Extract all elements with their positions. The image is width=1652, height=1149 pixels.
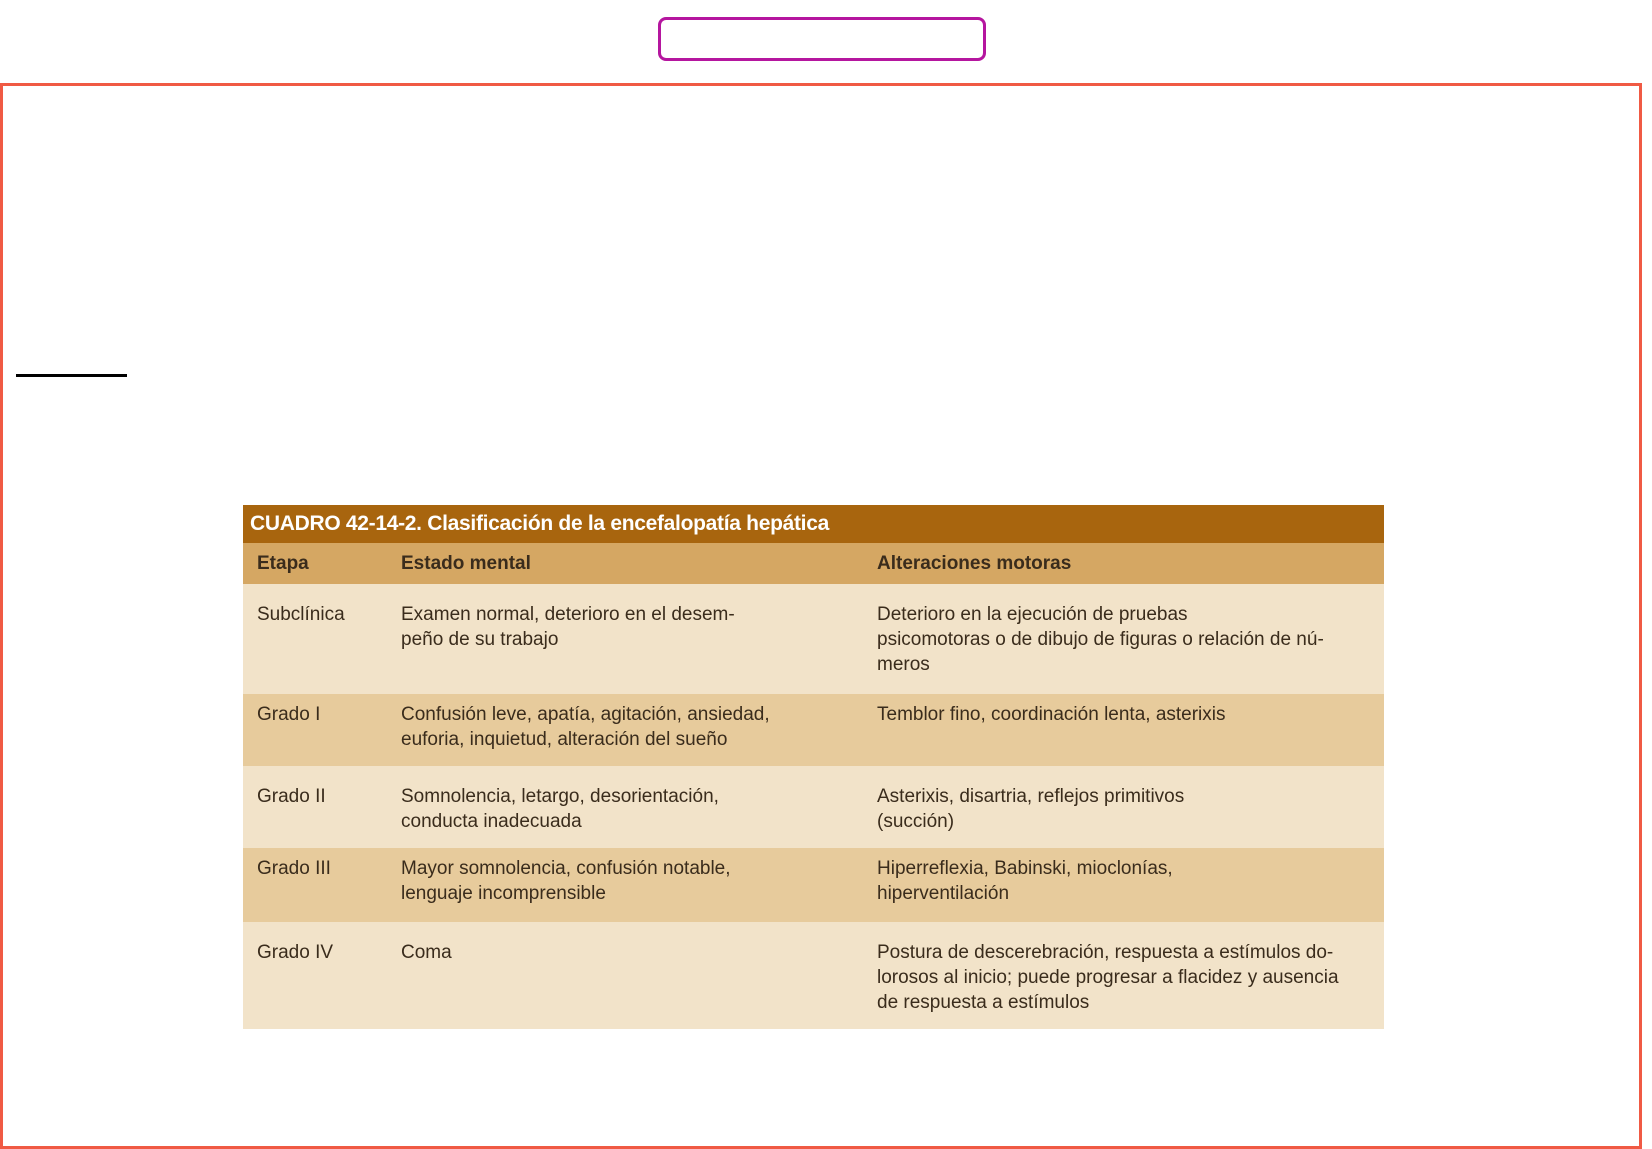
- classification-table: [243, 505, 1384, 1029]
- table-row: [243, 694, 1384, 766]
- cell-etapa: Grado II: [257, 786, 326, 807]
- cell-alteraciones-motoras: Deterioro en la ejecución de pruebas psicomotoras o de dibujo de figuras o relación de nú- meros: [877, 604, 1324, 675]
- header-alteraciones-motoras: Alteraciones motoras: [877, 553, 1072, 574]
- cell-estado-mental: Somnolencia, letargo, desorientación, conducta inadecuada: [401, 786, 719, 832]
- table-row: [243, 766, 1384, 848]
- table-row: [243, 584, 1384, 694]
- empty-annotation-box: [658, 17, 986, 61]
- cell-estado-mental: Confusión leve, apatía, agitación, ansiedad, euforia, inquietud, alteración del sueño: [401, 704, 770, 750]
- table-row: [243, 922, 1384, 1029]
- cell-alteraciones-motoras: Temblor fino, coordinación lenta, asterixis: [877, 704, 1226, 725]
- header-estado-mental: Estado mental: [401, 553, 531, 574]
- cell-etapa: Grado I: [257, 704, 321, 725]
- header-etapa: Etapa: [257, 553, 309, 574]
- table-title: CUADRO 42-14-2. Clasificación de la encefalopatía hepática: [243, 505, 1384, 543]
- underline-mark: [16, 374, 127, 377]
- cell-alteraciones-motoras: Asterixis, disartria, reflejos primitivos (succión): [877, 786, 1185, 832]
- cell-estado-mental: Mayor somnolencia, confusión notable, lenguaje incomprensible: [401, 858, 731, 904]
- table-row: [243, 848, 1384, 922]
- cell-etapa: Grado III: [257, 858, 331, 879]
- cell-etapa: Subclínica: [257, 604, 345, 625]
- cell-alteraciones-motoras: Hiperreflexia, Babinski, mioclonías, hiperventilación: [877, 858, 1173, 904]
- cell-estado-mental: Coma: [401, 942, 452, 963]
- cell-alteraciones-motoras: Postura de descerebración, respuesta a estímulos do- lorosos al inicio; puede progresar a flacidez y ausencia de respuesta a estímulos: [877, 942, 1339, 1013]
- table-header-row: [243, 543, 1384, 584]
- cell-etapa: Grado IV: [257, 942, 334, 963]
- cell-estado-mental: Examen normal, deterioro en el desem- peño de su trabajo: [401, 604, 735, 650]
